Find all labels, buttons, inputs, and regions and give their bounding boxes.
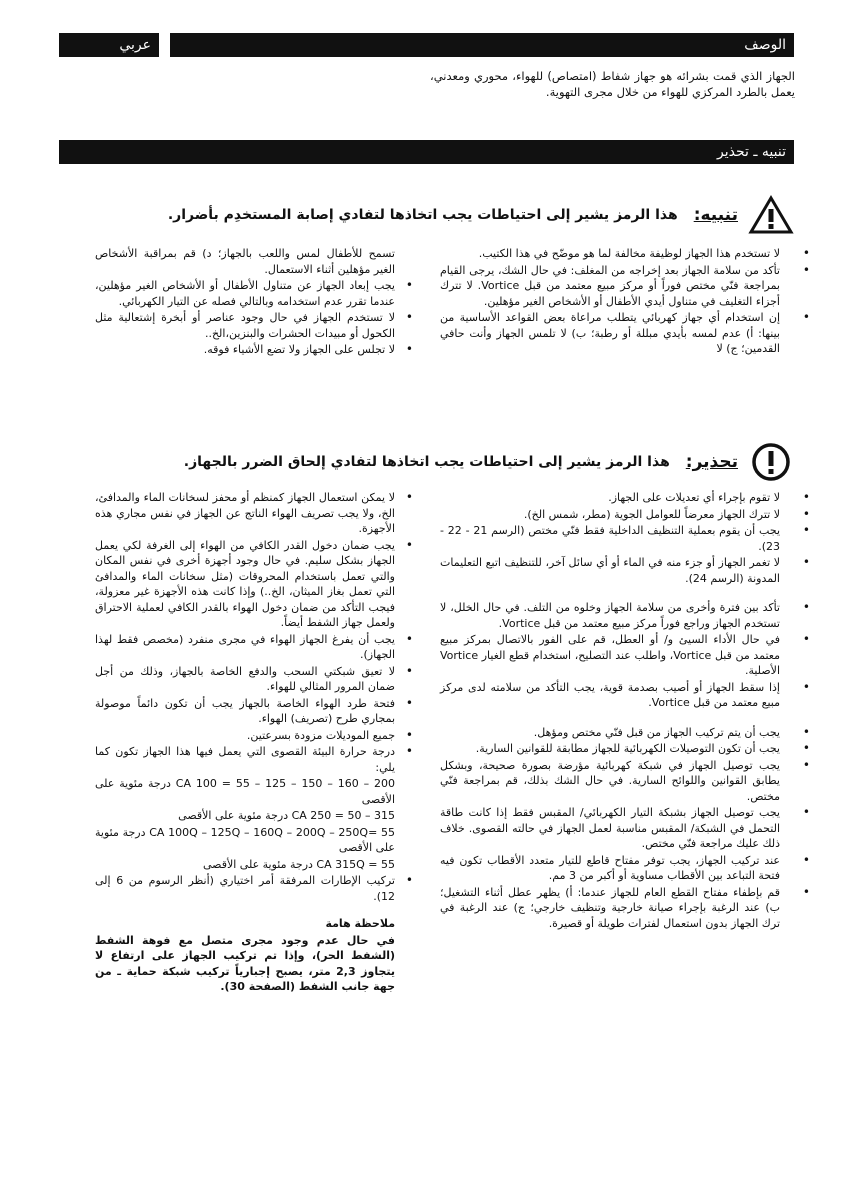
list-item: • يجب توصيل الجهاز في شبكة كهربائية مؤرضة بصورة صحيحة، وبشكل يطابق القوانين واللوائح السارية. في حال الشك بذلك، قم بمراجعة فنّي مختص. xyxy=(440,758,780,805)
caution-heading xyxy=(59,195,794,235)
list-item: • يجب أن يقوم بعملية التنظيف الداخلية فقط فنّي مختص (الرسم 21 - 22 - 23). xyxy=(440,523,780,554)
caution-label: تنبيه: xyxy=(693,205,738,225)
section-header-description xyxy=(170,33,794,57)
warning-heading xyxy=(59,442,794,482)
temperature-line: CA 315Q = 55 درجة مئوية على الأقصى xyxy=(203,857,395,871)
list-item: • جميع الموديلات مزودة بسرعتين. xyxy=(95,728,395,744)
language-label: عربي xyxy=(119,37,151,53)
list-item: • يجب توصيل الجهاز بشبكة التيار الكهربائي/ المقبس فقط إذا كانت طاقة التحمل في الشبكة/ المقبس مناسبة لعمل الجهاز في حالته القصوى. خلاف ذلك عليك مراجعة فنّي مختص. xyxy=(440,805,780,852)
note-title: ملاحظة هامة xyxy=(325,917,395,930)
list-item: • يجب إبعاد الجهاز عن متناول الأطفال أو الأشخاص الغير مؤهلين، عندما تقرر عدم استخدامه وبالتالي فصله عن التيار الكهربائي. xyxy=(95,278,395,309)
list-item: • لا تغمر الجهاز أو جزء منه في الماء أو أي سائل آخر، للتنظيف اتبع التعليمات المدونة (الرسم 24). xyxy=(440,555,780,586)
list-item: • لا تترك الجهاز معرضاً للعوامل الجوية (مطر، شمس الخ). xyxy=(440,507,780,523)
list-item: • درجة حرارة البيئة القصوى التي يعمل فيها هذا الجهاز تكون كما يلي: xyxy=(95,744,395,775)
list-item: • في حال الأداء السيئ و/ أو العطل، قم على الفور بالاتصال بمركز مبيع معتمد من قبل Vortice، واطلب عند التصليح، استخدام قطع الغيار Vortice الأصلية. xyxy=(440,632,780,679)
note-text: في حال عدم وجود مجرى متصل مع فوهة الشفط (الشفط الحر)، وإذا تم تركيب الجهاز على ارتفاع لا يتجاوز 2,3 متر، يصبح إجبارياً تركيب شبكة حماية ـ من جهة جانب الشفط (الصفحة 30). xyxy=(95,933,395,993)
warning-triangle-icon xyxy=(748,195,794,235)
list-item: • قم بإطفاء مفتاح القطع العام للجهاز عندما: أ) يظهر عطل أثناء التشغيل؛ ب) عند الرغبة بإجراء صيانة خارجية وتنظيف خارجي؛ ج) عند الرغبة في ترك الجهاز بدون استعمال لفترات طويلة أو قصيرة. xyxy=(440,885,780,932)
temperature-line: CA 100Q – 125Q – 160Q – 200Q – 250Q= 55 درجة مئوية على الأقصى xyxy=(95,825,395,854)
list-item: • يجب أن يفرغ الجهاز الهواء في مجرى منفرد (مخصص فقط لهذا الجهاز). xyxy=(95,632,395,663)
list-item: • إذا سقط الجهاز أو أصيب بصدمة قوية، يجب التأكد من سلامته لدى مركز مبيع معتمد من قبل Vortice. xyxy=(440,680,780,711)
intro-paragraph: الجهاز الذي قمت بشرائه هو جهاز شفاط (امتصاص) للهواء، محوري ومعدني، يعمل بالطرد المركزي للهواء من خلال مجرى التهوية. xyxy=(430,69,795,99)
warnings-title: تنبيه ـ تحذير xyxy=(717,144,786,160)
warning-label: تحذير: xyxy=(685,452,738,472)
list-item: • لا تعيق شبكتي السحب والدفع الخاصة بالجهاز، وذلك من أجل ضمان المرور المثالي للهواء. xyxy=(95,664,395,695)
list-item: • يجب أن يتم تركيب الجهاز من قبل فنّي مختص ومؤهل. xyxy=(440,725,780,741)
section-header-warnings xyxy=(59,140,794,164)
list-item: • يجب ضمان دخول القدر الكافي من الهواء إلى الغرفة لكي يعمل الجهاز بشكل سليم. في حال وجود أجهزة أخرى في نفس المكان والتي تعمل باستخدام المحروقات (مثل سخانات الماء والمدافئ التي تعمل بغاز الميثان، الخ..) وإذا كانت هذه الأجهزة غير معزولة، فيجب التأكد من ضمان دخول الهواء بالقدر الكافي لعملية الاحتراق ولعمل جهاز الشفط أيضاً. xyxy=(95,538,395,631)
list-item: • تأكد بين فترة وأخرى من سلامة الجهاز وخلوه من التلف. في حال الخلل، لا تستخدم الجهاز وراجع فوراً مركز مبيع معتمد من قبل Vortice. xyxy=(440,600,780,631)
list-item: • لا تستخدم الجهاز في حال وجود عناصر أو أبخرة إشتعالية مثل الكحول أو مبيدات الحشرات والبنزين،الخ.. xyxy=(95,310,395,341)
warning-text: هذا الرمز يشير إلى احتياطات يجب اتخاذها لتفادي إلحاق الضرر بالجهاز. xyxy=(183,454,670,470)
list-item: • تأكد من سلامة الجهاز بعد إخراجه من المغلف: في حال الشك، يرجى القيام بمراجعة فنّي مختص فوراً أو مركز مبيع معتمد من قبل Vortice. لا تترك أجزاء التغليف في متناول أيدي الأطفال أو الأشخاص الغير مؤهلين. xyxy=(440,263,780,310)
list-item: • لا تقوم بإجراء أي تعديلات على الجهاز. xyxy=(440,490,780,506)
list-item: • لا يمكن استعمال الجهاز كمنظم أو محفز لسخانات الماء والمدافئ، الخ، ولا يجب تصريف الهواء الناتج عن الجهاز في نفس مجاري هذه الأجهزة. xyxy=(95,490,395,537)
caution-text: هذا الرمز يشير إلى احتياطات يجب اتخاذها لتفادي إصابة المستخدِم بأضرار. xyxy=(167,207,678,223)
list-item: • إن استخدام أي جهاز كهربائي يتطلب مراعاة بعض القواعد الأساسية من بينها: أ) عدم لمسه بأيدي مبللة أو رطبة؛ ب) لا تلمس الجهاز وأنت حافي القدمين؛ ج) لا xyxy=(440,310,780,357)
caution-list-right xyxy=(440,246,780,358)
list-item: • فتحة طرد الهواء الخاصة بالجهاز يجب أن تكون دائماً موصولة بمجاري طرح (تصريف) الهواء. xyxy=(95,696,395,727)
list-item: • لا تستخدم هذا الجهاز لوظيفة مخالفة لما هو موضّح في هذا الكتيب. xyxy=(440,246,780,262)
list-item: • عند تركيب الجهاز، يجب توفر مفتاح قاطع للتيار متعدد الأقطاب تكون فيه فتحة التباعد بين الأقطاب مساوية أو أكبر من 3 مم. xyxy=(440,853,780,884)
list-item: • لا تجلس على الجهاز ولا تضع الأشياء فوقه. xyxy=(95,342,395,358)
exclamation-circle-icon xyxy=(748,442,794,482)
temperature-line: 200 – 160 – 150 – 125 – CA 100 = 55 درجة مئوية على الأقصى xyxy=(95,777,395,806)
temperature-line: 315 – CA 250 = 50 درجة مئوية على الأقصى xyxy=(178,809,395,822)
section-title: الوصف xyxy=(744,37,786,53)
warning-list-left xyxy=(95,490,395,996)
language-tab xyxy=(59,33,159,57)
caution-list-left xyxy=(95,246,395,359)
list-item-continued: تسمح للأطفال لمس واللعب بالجهاز؛ د) قم بمراقبة الأشخاص الغير مؤهلين أثناء الاستعمال. xyxy=(95,247,395,276)
list-item: • يجب أن تكون التوصيلات الكهربائية للجهاز مطابقة للقوانين السارية. xyxy=(440,741,780,757)
list-item: • تركيب الإطارات المرفقة أمر اختياري (أنظر الرسوم من 6 إلى 12). xyxy=(95,873,395,904)
warning-list-right xyxy=(440,490,780,932)
